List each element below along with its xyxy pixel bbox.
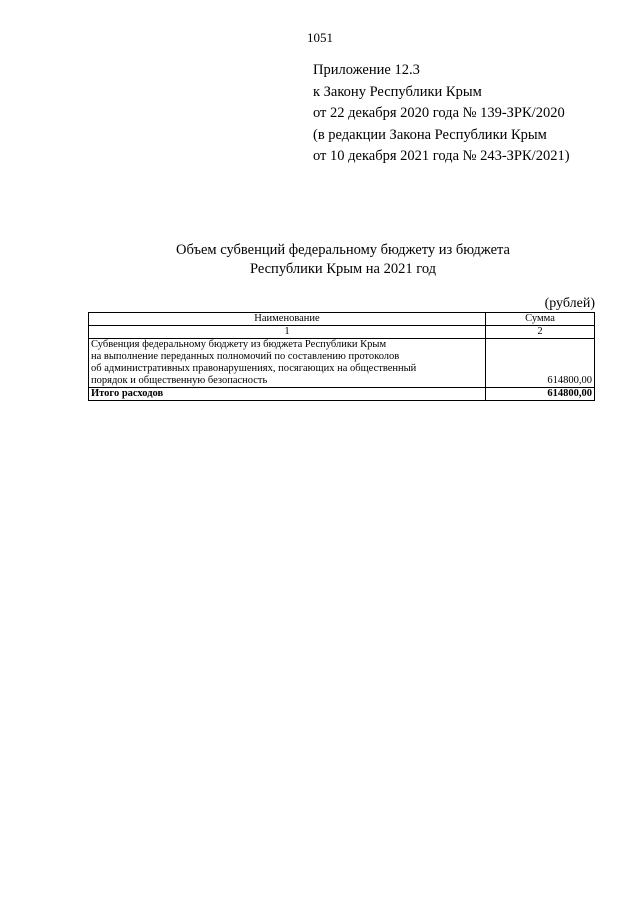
row-sum: 614800,00: [486, 339, 595, 388]
title-line-2: Республики Крым на 2021 год: [249, 261, 437, 277]
units-label: (рублей): [544, 296, 595, 311]
column-number-sum: 2: [486, 326, 595, 339]
appendix-reference: [313, 60, 633, 168]
column-number-name: 1: [89, 326, 486, 339]
table-row: [89, 339, 595, 388]
appendix-line: Приложение 12.3: [313, 62, 420, 78]
header-sum: Сумма: [486, 313, 595, 326]
appendix-line: к Закону Республики Крым: [313, 83, 482, 100]
subvention-table: [88, 312, 595, 401]
total-row: [89, 388, 595, 401]
row-name: [89, 339, 486, 388]
document-title: [0, 241, 640, 279]
page-number: 1051: [307, 30, 333, 45]
title-line-1: Объем субвенций федеральному бюджету из бюджета: [176, 242, 510, 258]
row-name-line: Субвенция федеральному бюджету из бюджета Республики Крым: [91, 339, 387, 350]
row-name-line: на выполнение переданных полномочий по составлению протоколов: [91, 351, 400, 362]
row-name-line: порядок и общественную безопасность: [91, 375, 268, 386]
appendix-line: от 22 декабря 2020 года № 139-ЗРК/2020: [313, 105, 565, 121]
header-name: Наименование: [89, 313, 486, 326]
row-name-line: об административных правонарушениях, посягающих на общественный: [91, 363, 417, 374]
total-sum: 614800,00: [486, 388, 595, 401]
appendix-line: (в редакции Закона Республики Крым: [313, 126, 547, 143]
total-label: Итого расходов: [89, 388, 486, 401]
appendix-line: от 10 декабря 2021 года № 243-ЗРК/2021): [313, 148, 570, 164]
table-header-row: [89, 313, 595, 326]
column-number-row: [89, 326, 595, 339]
